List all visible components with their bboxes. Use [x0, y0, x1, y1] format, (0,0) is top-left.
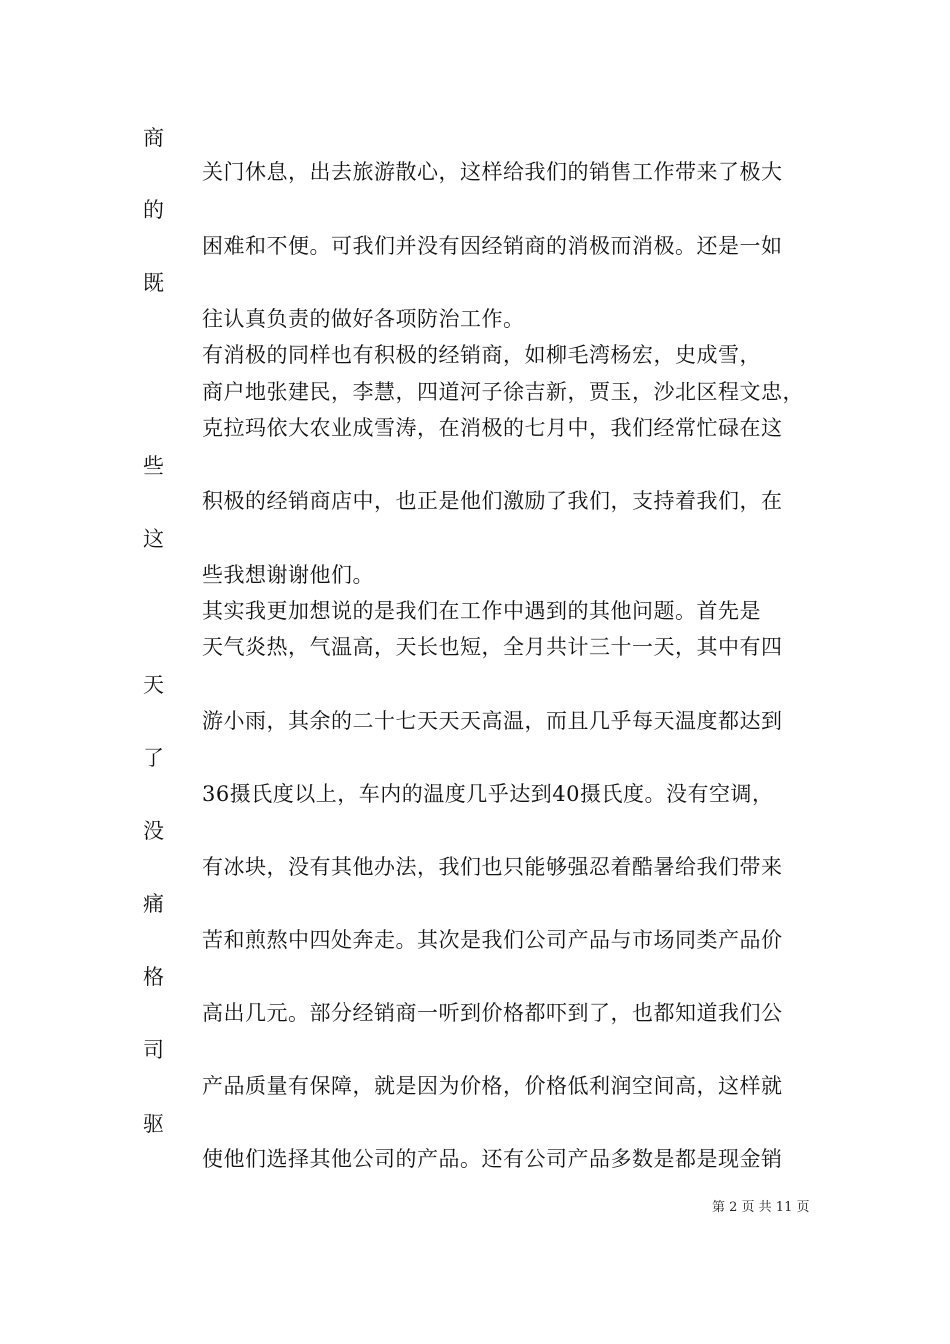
text-line: 些	[143, 454, 165, 478]
text-line: 高出几元。部分经销商一听到价格都吓到了，也都知道我们公	[202, 1001, 783, 1025]
text-line: 些我想谢谢他们。	[202, 563, 374, 587]
text-line: 司	[143, 1038, 165, 1062]
text-line: 格	[143, 965, 165, 989]
text-line: 天	[143, 673, 165, 697]
text-line: 的	[143, 198, 165, 222]
text-line: 困难和不便。可我们并没有因经销商的消极而消极。还是一如	[202, 234, 783, 258]
text-line: 其实我更加想说的是我们在工作中遇到的其他问题。首先是	[202, 599, 761, 623]
text-line: 36摄氏度以上，车内的温度几乎达到40摄氏度。没有空调，	[202, 782, 774, 806]
text-line: 有消极的同样也有积极的经销商，如柳毛湾杨宏，史成雪，	[202, 343, 761, 367]
text-line: 产品质量有保障，就是因为价格，价格低利润空间高，这样就	[202, 1074, 783, 1098]
text-line: 克拉玛依大农业成雪涛，在消极的七月中，我们经常忙碌在这	[202, 416, 783, 440]
text-line: 商户地张建民，李慧，四道河子徐吉新，贾玉，沙北区程文忠，	[202, 380, 804, 404]
text-line: 这	[143, 527, 165, 551]
text-line: 有冰块，没有其他办法，我们也只能够强忍着酷暑给我们带来	[202, 855, 783, 879]
text-line: 驱	[143, 1112, 165, 1136]
text-line: 游小雨，其余的二十七天天天高温，而且几乎每天温度都达到	[202, 709, 783, 733]
text-line: 没	[143, 819, 165, 843]
page-number-footer: 第 2 页 共 11 页	[712, 1200, 810, 1215]
text-line: 天气炎热，气温高，天长也短，全月共计三十一天，其中有四	[202, 635, 783, 659]
text-line: 了	[143, 746, 165, 770]
text-line: 既	[143, 271, 165, 295]
text-line: 关门休息，出去旅游散心，这样给我们的销售工作带来了极大	[202, 160, 783, 184]
text-line: 积极的经销商店中，也正是他们激励了我们，支持着我们，在	[202, 489, 783, 513]
text-line: 苦和煎熬中四处奔走。其次是我们公司产品与市场同类产品价	[202, 928, 783, 952]
text-line: 痛	[143, 892, 165, 916]
text-line: 使他们选择其他公司的产品。还有公司产品多数是都是现金销	[202, 1147, 783, 1171]
text-line: 商	[143, 126, 165, 150]
text-line: 往认真负责的做好各项防治工作。	[202, 307, 525, 331]
